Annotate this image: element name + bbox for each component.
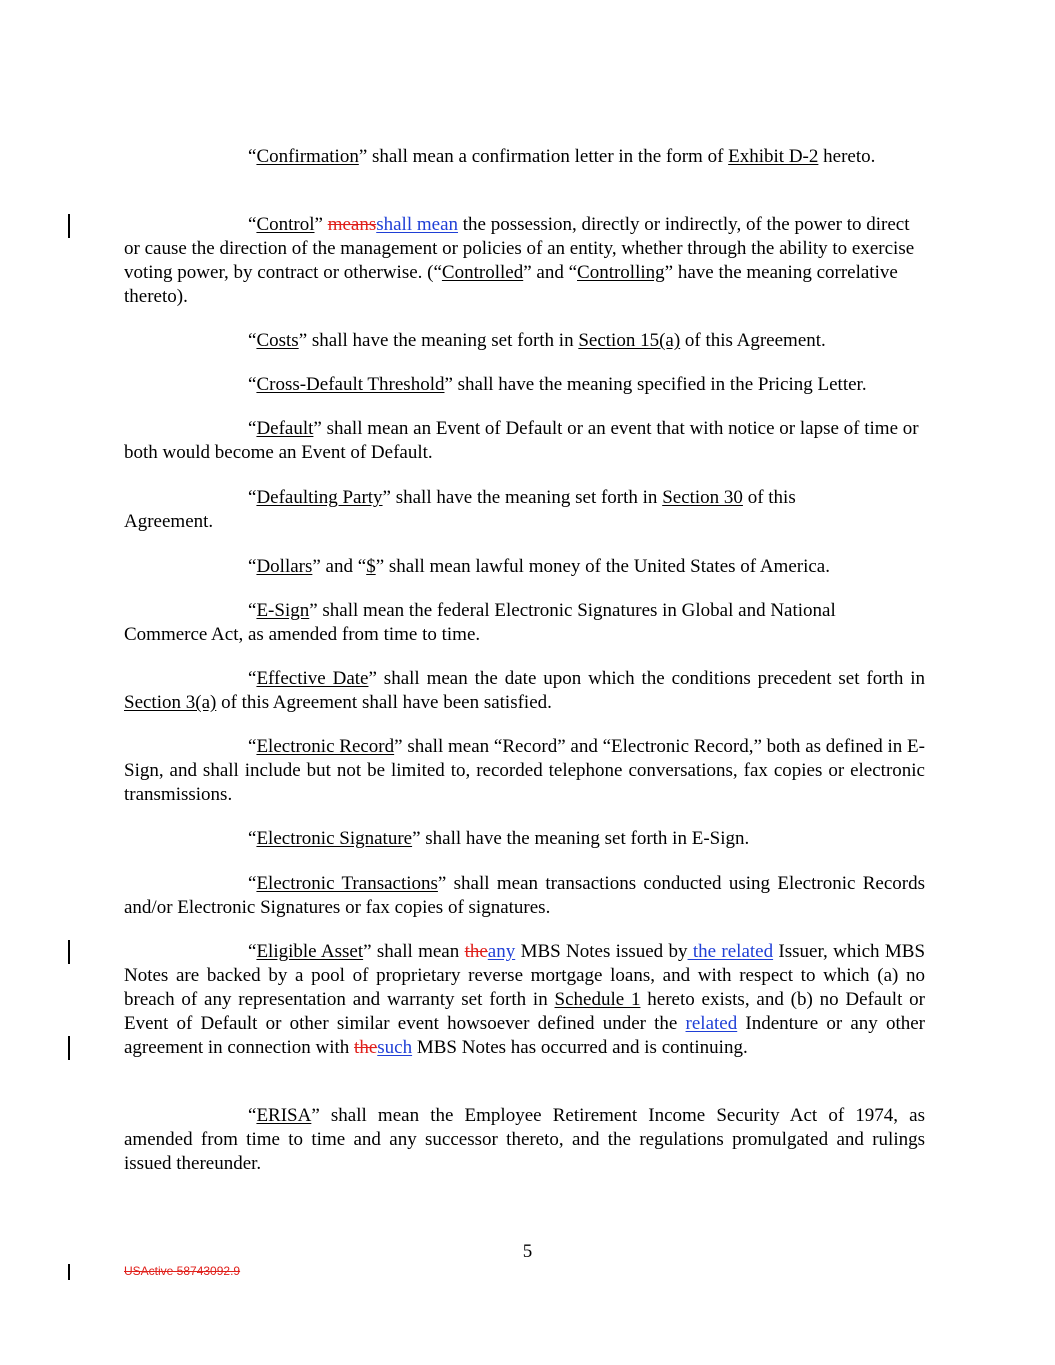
term-electronic-transactions: Electronic Transactions — [256, 873, 438, 894]
ref-schedule-1: Schedule 1 — [554, 989, 641, 1010]
term-electronic-signature: Electronic Signature — [256, 828, 413, 849]
deleted-text: the — [354, 1037, 378, 1058]
ref-section-30: Section 30 — [662, 487, 743, 508]
term-dollar-sign: $ — [366, 556, 376, 577]
inserted-text: any — [487, 941, 516, 962]
definition-eligible-asset: “Eligible Asset” shall mean theany MBS Notes issued by the related Issuer, which MBS Notes are backed by a pool of proprietary reverse mortgage loans, and with respect to which (a) no breach of any representation and warranty set forth in Schedule 1 hereto exists, and (b) no Default or Event of Default or other similar event howsoever defined under the related Indenture or any other agreement in connection with thesuch MBS Notes has occurred and is continuing. — [124, 941, 926, 1058]
term-eligible-asset: Eligible Asset — [256, 941, 364, 962]
deleted-text: the — [464, 941, 488, 962]
term-e-sign: E-Sign — [256, 600, 310, 621]
ref-section-3a: Section 3(a) — [124, 692, 217, 713]
definition-effective-date: “Effective Date” shall mean the date upon which the conditions precedent set forth in Section 3(a) of this Agreement shall have been satisfied. — [124, 668, 925, 713]
footer-doc-id: USActive 58743092.9 — [124, 1264, 241, 1278]
definition-costs: “Costs” shall have the meaning set forth in Section 15(a) of this Agreement. — [248, 330, 826, 351]
definition-electronic-transactions: “Electronic Transactions” shall mean transactions conducted using Electronic Records and/or Electronic Signatures or fax copies of signatures. — [124, 873, 925, 918]
change-bar — [68, 1264, 70, 1280]
definition-default: “Default” shall mean an Event of Default or an event that with notice or lapse of time or both would become an Event of Default. — [124, 418, 919, 463]
term-confirmation: Confirmation — [256, 146, 359, 167]
definition-confirmation: “Confirmation” shall mean a confirmation letter in the form of Exhibit D-2 hereto. — [248, 146, 876, 167]
term-cross-default-threshold: Cross-Default Threshold — [256, 374, 445, 395]
inserted-text: shall mean — [376, 214, 459, 235]
definition-control: “Control” meansshall mean the possession, directly or indirectly, of the power to direct or cause the direction of the management or policies of an entity, whether through the ability to exercise voting power, by contract or otherwise. (“Controlled” and “Controlling” have the meaning correlative thereto). — [124, 214, 915, 307]
term-defaulting-party: Defaulting Party — [256, 487, 383, 508]
term-costs: Costs — [256, 330, 299, 351]
ref-section-15a: Section 15(a) — [578, 330, 681, 351]
term-controlled: Controlled — [441, 262, 524, 283]
term-control: Control — [256, 214, 315, 235]
term-effective-date: Effective Date — [256, 668, 369, 689]
definition-dollars: “Dollars” and “$” shall mean lawful money of the United States of America. — [248, 556, 830, 577]
term-dollars: Dollars — [256, 556, 313, 577]
deleted-text: means — [327, 214, 377, 235]
definition-electronic-signature: “Electronic Signature” shall have the meaning set forth in E-Sign. — [248, 828, 750, 849]
page-number: 5 — [522, 1241, 533, 1262]
change-bar — [68, 940, 70, 964]
definition-electronic-record: “Electronic Record” shall mean “Record” and “Electronic Record,” both as defined in E-Sign, and shall include but not be limited to, recorded telephone conversations, fax copies or electronic transmissions. — [124, 736, 925, 805]
definition-e-sign: “E-Sign” shall mean the federal Electronic Signatures in Global and National Commerce Act, as amended from time to time. — [124, 600, 836, 645]
definition-erisa: “ERISA” shall mean the Employee Retirement Income Security Act of 1974, as amended from time to time and any successor thereto, and the regulations promulgated and rulings issued thereunder. — [124, 1105, 925, 1174]
ref-exhibit-d2: Exhibit D-2 — [728, 146, 819, 167]
inserted-text: such — [377, 1037, 413, 1058]
change-bar — [68, 1036, 70, 1060]
term-default: Default — [256, 418, 314, 439]
definition-defaulting-party: “Defaulting Party” shall have the meaning set forth in Section 30 of this Agreement. — [124, 487, 796, 532]
change-bar — [68, 214, 70, 238]
term-erisa: ERISA — [256, 1105, 312, 1126]
inserted-text: the related — [687, 941, 774, 962]
definition-cross-default-threshold: “Cross-Default Threshold” shall have the meaning specified in the Pricing Letter. — [248, 374, 867, 395]
term-controlling: Controlling — [577, 262, 665, 283]
inserted-text: related — [685, 1013, 738, 1034]
term-electronic-record: Electronic Record — [256, 736, 395, 757]
